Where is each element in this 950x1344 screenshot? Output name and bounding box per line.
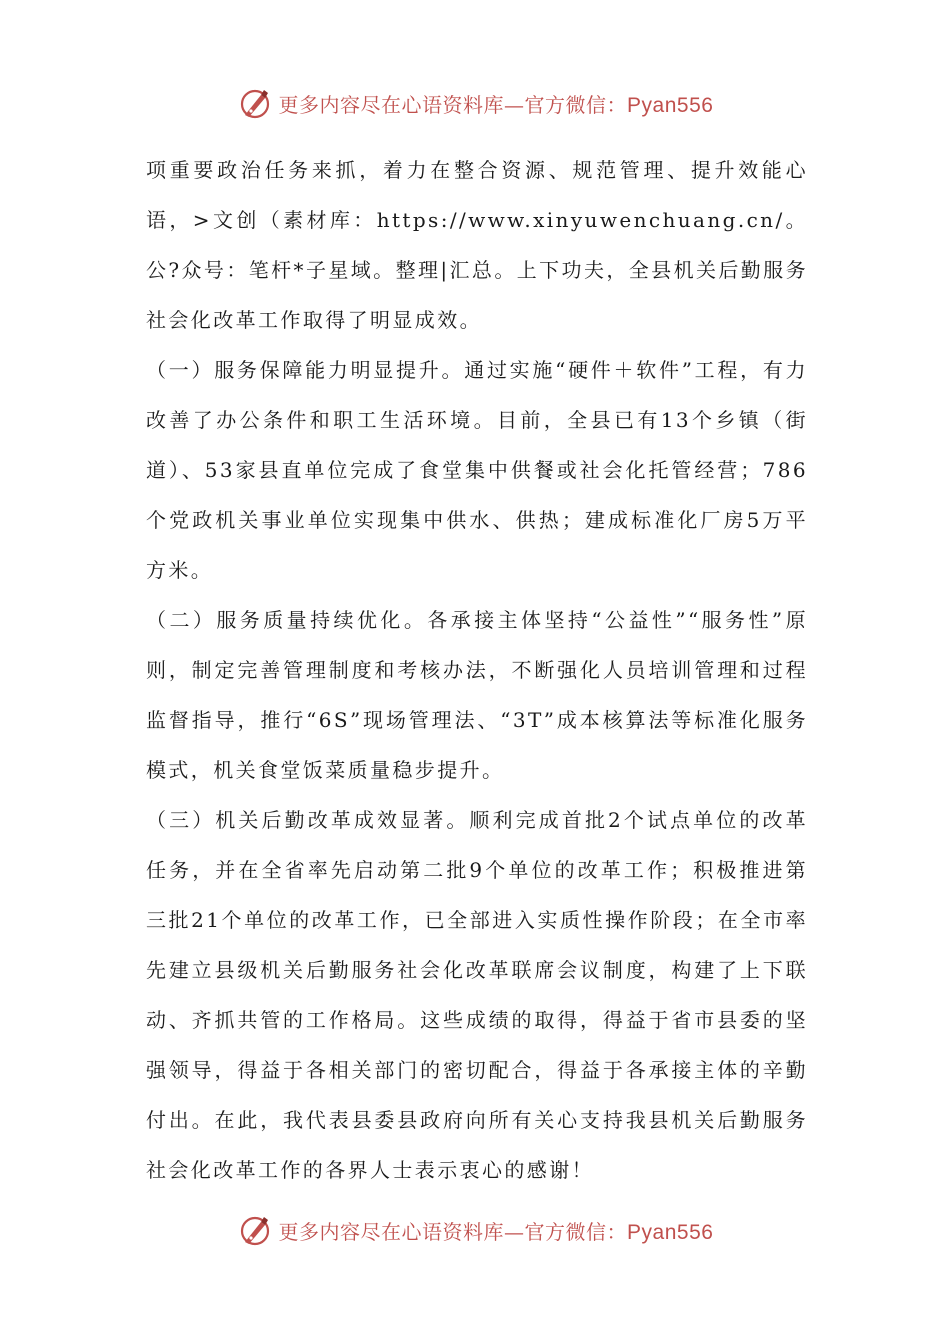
banner-main-text: 更多内容尽在心语资料库—官方微信： bbox=[278, 1219, 628, 1244]
banner-handle: Pyan556 bbox=[627, 93, 714, 117]
paragraph-section-1: （一）服务保障能力明显提升。通过实施“硬件＋软件”工程，有力改善了办公条件和职工生活环境。目前，全县已有13个乡镇（街道）、53家县直单位完成了食堂集中供餐或社会化托管经营；786个党政机关事业单位实现集中供水、供热；建成标准化厂房5万平方米。 bbox=[146, 358, 808, 582]
pen-logo-icon bbox=[237, 1212, 273, 1248]
banner-handle: Pyan556 bbox=[627, 1220, 714, 1244]
paragraph-section-3: （三）机关后勤改革成效显著。顺利完成首批2个试点单位的改革任务，并在全省率先启动第二批9个单位的改革工作；积极推进第三批21个单位的改革工作，已全部进入实质性操作阶段；在全市率先建立县级机关后勤服务社会化改革联席会议制度，构建了上下联动、齐抓共管的工作格局。这些成绩的取得，得益于省市县委的坚强领导，得益于各相关部门的密切配合，得益于各承接主体的辛勤付出。在此，我代表县委县政府向所有关心支持我县机关后勤服务社会化改革工作的各界人士表示衷心的感谢！ bbox=[146, 808, 808, 1182]
banner-main-text: 更多内容尽在心语资料库—官方微信： bbox=[278, 92, 628, 117]
banner-text bbox=[279, 1216, 714, 1245]
header-watermark-banner bbox=[0, 80, 950, 126]
document-body bbox=[146, 145, 808, 1195]
paragraph-section-2: （二）服务质量持续优化。各承接主体坚持“公益性”“服务性”原则，制定完善管理制度和考核办法，不断强化人员培训管理和过程监督指导，推行“6S”现场管理法、“3T”成本核算法等标准化服务模式，机关食堂饭菜质量稳步提升。 bbox=[146, 608, 808, 782]
paragraph-intro: 项重要政治任务来抓，着力在整合资源、规范管理、提升效能心语，>文创（素材库：https://www.xinyuwenchuang.cn/。公?众号：笔杆*子星域。整理|汇总。上下功夫，全县机关后勤服务社会化改革工作取得了明显成效。 bbox=[146, 158, 808, 332]
banner-text bbox=[279, 89, 714, 118]
footer-watermark-banner bbox=[0, 1207, 950, 1253]
pen-logo-icon bbox=[237, 85, 273, 121]
